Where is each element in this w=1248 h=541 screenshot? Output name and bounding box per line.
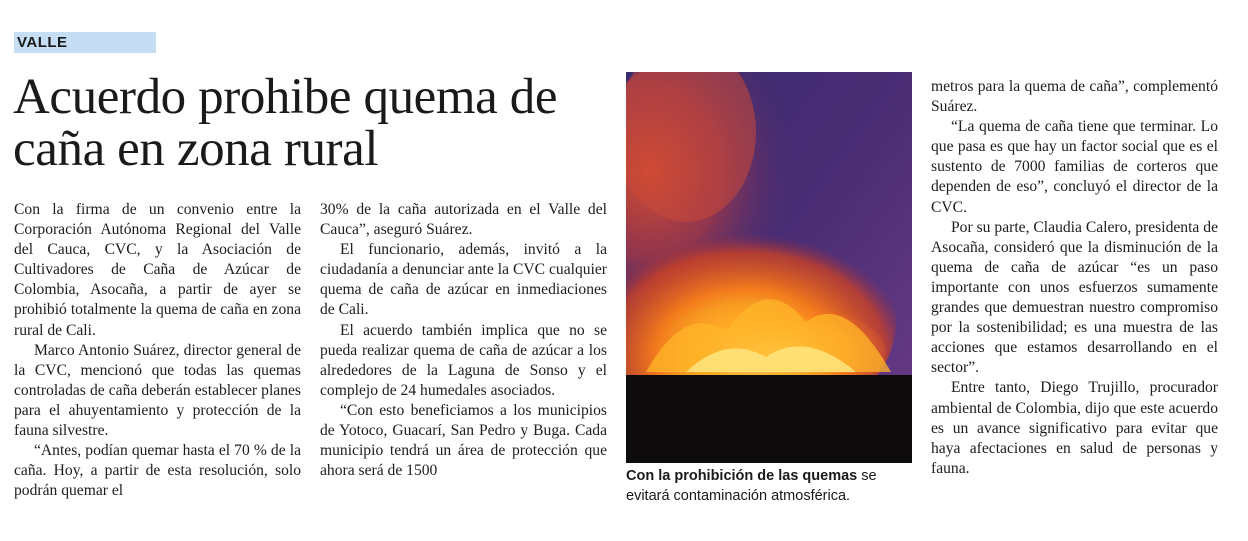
article-column-1 [14,200,301,501]
paragraph: Entre tanto, Diego Trujillo, procurador ambiental de Colombia, dijo que este acuerdo es un avance significativo para evitar que haya afectaciones en salud de personas y fauna. [931,379,1218,477]
article-column-3 [931,77,1218,479]
paragraph: Por su parte, Claudia Calero, presidenta de Asocaña, consideró que la disminución de la quema de caña de azúcar “es un paso importante con unos esfuerzos sumamente grandes que demuestran nuestro compromiso por la sostenibilidad; es una muestra de las acciones que estamos desarrollando en el sector”. [931,218,1218,377]
headline: Acuerdo prohibe quema de caña en zona rural [13,69,558,177]
caption-bold: Con la prohibición de las quemas [626,468,858,484]
paragraph: “La quema de caña tiene que terminar. Lo que pasa es que hay un factor social que es el sustento de 7000 familias de corteros que dependen de eso”, concluyó el director de la CVC. [931,118,1218,216]
paragraph: El acuerdo también implica que no se pueda realizar quema de caña de azúcar a los alrededores de la Laguna de Sonso y el complejo de 24 humedales asociados. [320,321,607,399]
paragraph: Marco Antonio Suárez, director general de la CVC, mencionó que todas las quemas controladas de caña deberán establecer planes para el ahuyentamiento y protección de la fauna silvestre. [14,341,301,440]
paragraph: “Con esto beneficiamos a los municipios de Yotoco, Guacarí, San Pedro y Buga. Cada municipio tendrá un área de protección que ahora será de 1500 [320,401,607,480]
sugarcane-fire-photo [626,72,912,463]
paragraph: 30% de la caña autorizada en el Valle del Cauca”, aseguró Suárez. [320,201,607,239]
article-column-2 [320,200,607,481]
paragraph: Con la firma de un convenio entre la Corporación Autónoma Regional del Valle del Cauca, CVC, y la Asociación de Cultivadores de Caña de Azúcar de Colombia, Asocaña, a partir de ayer se prohibió totalmente la quema de caña en zona rural de Cali. [14,201,301,339]
caption-text: se evitará contaminación atmosférica. [626,468,877,504]
paragraph: El funcionario, además, invitó a la ciudadanía a denunciar ante la CVC cualquier quema de caña de azúcar en inmediaciones de Cali. [320,241,607,319]
section-tag: VALLE [14,32,156,53]
photo-caption [626,466,916,506]
paragraph: metros para la quema de caña”, complementó Suárez. [931,78,1218,116]
paragraph: “Antes, podían quemar hasta el 70 % de la caña. Hoy, a partir de esta resolución, solo podrán quemar el [14,442,301,500]
